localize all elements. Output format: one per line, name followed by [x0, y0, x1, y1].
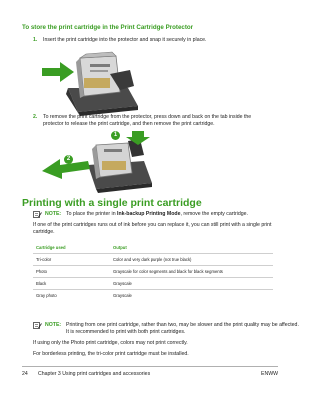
insert-cartridge-illustration: [40, 48, 150, 118]
brand-mark: ENWW: [261, 371, 278, 377]
step-number: 2.: [33, 114, 38, 120]
note-text: Printing from one print cartridge, rather than two, may be slower and the print quality may be affected. It is recommended to print with both print cartridges.: [66, 322, 299, 335]
callout-1: 1: [111, 131, 120, 140]
table-cell: Black: [33, 278, 110, 290]
note-text-bold: Ink-backup Printing Mode: [117, 211, 181, 217]
remove-cartridge-illustration: [40, 131, 160, 193]
table-cell: Grayscale: [110, 278, 273, 290]
note-icon: [33, 322, 42, 329]
section-title: Printing with a single print cartridge: [22, 197, 202, 209]
note-label: NOTE:: [45, 322, 62, 328]
table-cell: Grayscale: [110, 290, 273, 302]
step-text: To remove the print cartridge from the protector, press down and back on the tab inside the protector to release the print cartridge, and then remove the print cartridge.: [43, 114, 252, 127]
table-header: Cartridge used: [36, 245, 66, 250]
step-2: [33, 114, 273, 130]
table-cell: Grayscale for color segments and black for black segments: [110, 266, 273, 278]
note-icon: [33, 211, 42, 218]
step-text: Insert the print cartridge into the protector and snap it securely in place.: [43, 37, 207, 43]
chapter-title: Chapter 3 Using print cartridges and accessories: [38, 371, 151, 377]
table-cell: Gray photo: [33, 290, 110, 302]
table-row: [33, 290, 273, 302]
footer-divider: [22, 366, 278, 367]
note-text-pre: To place the printer in: [66, 211, 118, 217]
table-row: [33, 254, 273, 266]
cartridge-output-table: [33, 242, 273, 301]
note-text-post: , remove the empty cartridge.: [180, 211, 248, 217]
note-label: NOTE:: [45, 211, 62, 217]
callout-2: 2: [64, 155, 73, 164]
table-header-row: [33, 242, 273, 254]
table-row: [33, 278, 273, 290]
borderless-paragraph: For borderless printing, the tri-color print cartridge must be installed.: [33, 351, 189, 357]
table-cell: Color and very dark purple (not true black): [110, 254, 273, 266]
table-cell: Photo: [33, 266, 110, 278]
step-number: 1.: [33, 37, 38, 43]
note-1: [33, 211, 273, 219]
page-number: 24: [22, 371, 28, 377]
note-2: [33, 322, 299, 338]
procedure-heading: To store the print cartridge in the Print Cartridge Protector: [22, 24, 194, 31]
photo-cartridge-paragraph: If using only the Photo print cartridge, colors may not print correctly.: [33, 340, 188, 346]
table-header: Output: [113, 245, 127, 250]
intro-paragraph: If one of the print cartridges runs out of ink before you can replace it, you can still print with a single print cartridge.: [33, 222, 272, 235]
note-text: [66, 211, 300, 218]
table-row: [33, 266, 273, 278]
table-cell: Tri-color: [33, 254, 110, 266]
step-1: [33, 37, 273, 45]
